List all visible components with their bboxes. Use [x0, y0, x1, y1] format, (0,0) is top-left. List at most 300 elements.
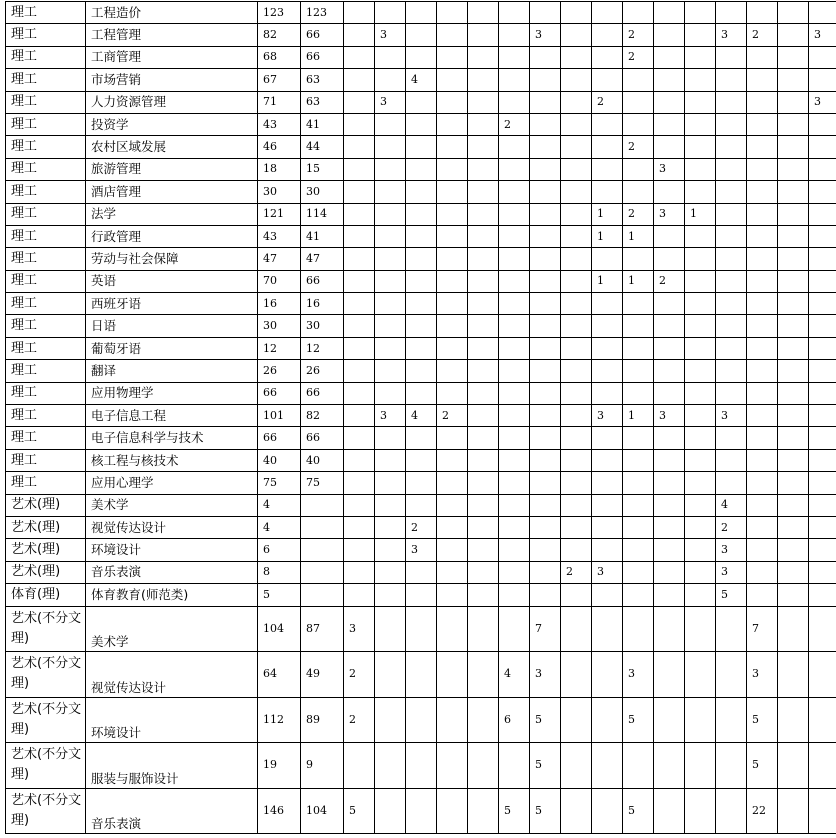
- value-cell: [406, 181, 437, 203]
- value-cell: 1: [592, 203, 623, 225]
- value-cell: [654, 472, 685, 494]
- value-cell: [406, 382, 437, 404]
- value-cell: [654, 652, 685, 698]
- major-cell: 视觉传达设计: [86, 652, 258, 698]
- value-cell: [685, 158, 716, 180]
- value-cell: [375, 449, 406, 471]
- value-cell: [499, 606, 530, 652]
- value-cell: [530, 181, 561, 203]
- value-cell: [778, 113, 809, 135]
- value-cell: [778, 2, 809, 24]
- value-cell: [375, 136, 406, 158]
- major-cell: 人力资源管理: [86, 91, 258, 113]
- value-cell: [809, 248, 836, 270]
- value-cell: [561, 472, 592, 494]
- value-cell: [747, 69, 778, 91]
- value-cell: [406, 225, 437, 247]
- value-cell: [344, 113, 375, 135]
- value-cell: 3: [406, 539, 437, 561]
- value-cell: [530, 203, 561, 225]
- table-row: [6, 181, 836, 203]
- value-cell: [592, 382, 623, 404]
- value-cell: 123: [301, 2, 344, 24]
- value-cell: 47: [258, 248, 301, 270]
- value-cell: [406, 697, 437, 743]
- value-cell: 22: [747, 788, 778, 834]
- value-cell: [809, 427, 836, 449]
- value-cell: [685, 69, 716, 91]
- value-cell: [778, 158, 809, 180]
- value-cell: [499, 248, 530, 270]
- value-cell: [623, 158, 654, 180]
- value-cell: [375, 606, 406, 652]
- value-cell: [437, 225, 468, 247]
- value-cell: 4: [499, 652, 530, 698]
- value-cell: 46: [258, 136, 301, 158]
- value-cell: [344, 69, 375, 91]
- value-cell: 12: [258, 337, 301, 359]
- value-cell: [499, 405, 530, 427]
- value-cell: 2: [437, 405, 468, 427]
- value-cell: [716, 91, 747, 113]
- value-cell: [344, 203, 375, 225]
- value-cell: [499, 2, 530, 24]
- value-cell: [375, 788, 406, 834]
- value-cell: 43: [258, 225, 301, 247]
- value-cell: [747, 584, 778, 606]
- value-cell: [468, 181, 499, 203]
- value-cell: [406, 427, 437, 449]
- major-cell: 环境设计: [86, 697, 258, 743]
- value-cell: [778, 248, 809, 270]
- value-cell: [344, 315, 375, 337]
- major-cell: 服装与服饰设计: [86, 743, 258, 789]
- value-cell: [437, 270, 468, 292]
- value-cell: [778, 494, 809, 516]
- value-cell: [623, 2, 654, 24]
- value-cell: 30: [258, 315, 301, 337]
- major-cell: 工程造价: [86, 2, 258, 24]
- value-cell: [406, 113, 437, 135]
- value-cell: [301, 494, 344, 516]
- value-cell: 3: [375, 91, 406, 113]
- value-cell: 30: [258, 181, 301, 203]
- value-cell: 89: [301, 697, 344, 743]
- value-cell: [809, 449, 836, 471]
- value-cell: [685, 113, 716, 135]
- value-cell: [654, 293, 685, 315]
- value-cell: [406, 293, 437, 315]
- category-cell: 理工: [6, 225, 86, 247]
- major-cell: 市场营销: [86, 69, 258, 91]
- value-cell: 3: [592, 561, 623, 583]
- value-cell: [716, 606, 747, 652]
- value-cell: [468, 225, 499, 247]
- value-cell: [468, 136, 499, 158]
- value-cell: 5: [530, 743, 561, 789]
- value-cell: [344, 24, 375, 46]
- value-cell: [716, 697, 747, 743]
- table-row: [6, 697, 836, 743]
- value-cell: [561, 697, 592, 743]
- value-cell: 15: [301, 158, 344, 180]
- value-cell: [468, 743, 499, 789]
- category-cell: 理工: [6, 46, 86, 68]
- value-cell: 63: [301, 69, 344, 91]
- major-cell: 翻译: [86, 360, 258, 382]
- value-cell: 3: [375, 24, 406, 46]
- value-cell: [468, 788, 499, 834]
- category-cell: 理工: [6, 158, 86, 180]
- category-cell: 理工: [6, 24, 86, 46]
- value-cell: 71: [258, 91, 301, 113]
- value-cell: [468, 2, 499, 24]
- table-row: [6, 293, 836, 315]
- value-cell: 1: [623, 225, 654, 247]
- value-cell: [778, 69, 809, 91]
- value-cell: [468, 203, 499, 225]
- value-cell: [592, 743, 623, 789]
- table-row: [6, 584, 836, 606]
- value-cell: [623, 315, 654, 337]
- value-cell: 40: [301, 449, 344, 471]
- value-cell: [406, 24, 437, 46]
- value-cell: [437, 606, 468, 652]
- category-cell: 理工: [6, 2, 86, 24]
- table-row: [6, 337, 836, 359]
- value-cell: [437, 91, 468, 113]
- value-cell: [654, 788, 685, 834]
- value-cell: [654, 46, 685, 68]
- value-cell: [561, 494, 592, 516]
- value-cell: [716, 472, 747, 494]
- value-cell: [685, 24, 716, 46]
- value-cell: 47: [301, 248, 344, 270]
- value-cell: [623, 606, 654, 652]
- value-cell: 1: [623, 270, 654, 292]
- value-cell: 146: [258, 788, 301, 834]
- value-cell: [437, 315, 468, 337]
- value-cell: [809, 584, 836, 606]
- value-cell: [716, 382, 747, 404]
- value-cell: [561, 46, 592, 68]
- value-cell: [747, 427, 778, 449]
- value-cell: [592, 427, 623, 449]
- value-cell: [437, 788, 468, 834]
- value-cell: [406, 337, 437, 359]
- value-cell: [809, 225, 836, 247]
- value-cell: [344, 561, 375, 583]
- major-cell: 美术学: [86, 606, 258, 652]
- major-cell: 美术学: [86, 494, 258, 516]
- value-cell: [685, 315, 716, 337]
- table-row: [6, 136, 836, 158]
- table-row: [6, 382, 836, 404]
- table-row: [6, 270, 836, 292]
- value-cell: [468, 315, 499, 337]
- value-cell: [778, 743, 809, 789]
- major-cell: 核工程与核技术: [86, 449, 258, 471]
- category-cell: 理工: [6, 337, 86, 359]
- value-cell: [561, 584, 592, 606]
- value-cell: [654, 697, 685, 743]
- value-cell: [344, 91, 375, 113]
- value-cell: [561, 91, 592, 113]
- value-cell: [747, 494, 778, 516]
- value-cell: [747, 382, 778, 404]
- value-cell: 121: [258, 203, 301, 225]
- category-cell: 艺术(理): [6, 516, 86, 538]
- value-cell: 75: [258, 472, 301, 494]
- value-cell: [778, 382, 809, 404]
- value-cell: [406, 248, 437, 270]
- value-cell: [592, 337, 623, 359]
- value-cell: 66: [301, 24, 344, 46]
- value-cell: [561, 2, 592, 24]
- value-cell: 30: [301, 315, 344, 337]
- value-cell: [747, 181, 778, 203]
- value-cell: 4: [258, 516, 301, 538]
- value-cell: [468, 46, 499, 68]
- value-cell: [809, 158, 836, 180]
- table-row: [6, 405, 836, 427]
- value-cell: [468, 516, 499, 538]
- value-cell: [778, 136, 809, 158]
- value-cell: [468, 293, 499, 315]
- major-cell: 工商管理: [86, 46, 258, 68]
- value-cell: [406, 561, 437, 583]
- value-cell: [530, 382, 561, 404]
- value-cell: [592, 248, 623, 270]
- table-row: [6, 449, 836, 471]
- value-cell: [499, 24, 530, 46]
- table-row: [6, 46, 836, 68]
- value-cell: [499, 382, 530, 404]
- value-cell: [406, 2, 437, 24]
- category-cell: 理工: [6, 449, 86, 471]
- value-cell: [530, 561, 561, 583]
- value-cell: [530, 584, 561, 606]
- value-cell: [716, 225, 747, 247]
- value-cell: [301, 516, 344, 538]
- value-cell: [623, 337, 654, 359]
- value-cell: 5: [747, 743, 778, 789]
- value-cell: 3: [375, 405, 406, 427]
- value-cell: 123: [258, 2, 301, 24]
- value-cell: [778, 449, 809, 471]
- value-cell: [561, 270, 592, 292]
- value-cell: [654, 743, 685, 789]
- value-cell: [809, 181, 836, 203]
- value-cell: [623, 472, 654, 494]
- value-cell: [344, 494, 375, 516]
- category-cell: 理工: [6, 136, 86, 158]
- table-row: [6, 472, 836, 494]
- value-cell: [654, 360, 685, 382]
- value-cell: [499, 516, 530, 538]
- value-cell: [375, 225, 406, 247]
- value-cell: [685, 494, 716, 516]
- value-cell: [809, 516, 836, 538]
- value-cell: [654, 315, 685, 337]
- category-cell: 理工: [6, 270, 86, 292]
- major-cell: 体育教育(师范类): [86, 584, 258, 606]
- value-cell: [561, 315, 592, 337]
- value-cell: [747, 158, 778, 180]
- table-row: [6, 360, 836, 382]
- major-cell: 应用物理学: [86, 382, 258, 404]
- value-cell: [685, 561, 716, 583]
- value-cell: [809, 788, 836, 834]
- value-cell: [468, 494, 499, 516]
- value-cell: [375, 113, 406, 135]
- value-cell: 68: [258, 46, 301, 68]
- value-cell: [778, 516, 809, 538]
- value-cell: [778, 405, 809, 427]
- value-cell: [809, 337, 836, 359]
- value-cell: 4: [258, 494, 301, 516]
- value-cell: [344, 2, 375, 24]
- value-cell: [344, 181, 375, 203]
- value-cell: [778, 337, 809, 359]
- value-cell: [499, 360, 530, 382]
- category-cell: 理工: [6, 472, 86, 494]
- value-cell: [685, 293, 716, 315]
- value-cell: [406, 652, 437, 698]
- value-cell: [623, 561, 654, 583]
- value-cell: [406, 46, 437, 68]
- value-cell: [437, 652, 468, 698]
- value-cell: [623, 91, 654, 113]
- value-cell: [375, 584, 406, 606]
- value-cell: [561, 293, 592, 315]
- value-cell: [561, 69, 592, 91]
- value-cell: [685, 46, 716, 68]
- value-cell: [375, 248, 406, 270]
- value-cell: [592, 697, 623, 743]
- value-cell: [406, 315, 437, 337]
- value-cell: [499, 472, 530, 494]
- value-cell: [344, 158, 375, 180]
- value-cell: [530, 449, 561, 471]
- value-cell: [437, 69, 468, 91]
- value-cell: [592, 652, 623, 698]
- value-cell: [301, 584, 344, 606]
- value-cell: [375, 337, 406, 359]
- value-cell: [654, 248, 685, 270]
- value-cell: 3: [809, 24, 836, 46]
- value-cell: [654, 69, 685, 91]
- value-cell: [716, 158, 747, 180]
- value-cell: 66: [301, 46, 344, 68]
- value-cell: [592, 788, 623, 834]
- value-cell: [499, 270, 530, 292]
- value-cell: 2: [344, 697, 375, 743]
- value-cell: [778, 203, 809, 225]
- value-cell: [747, 449, 778, 471]
- value-cell: [437, 360, 468, 382]
- value-cell: [561, 203, 592, 225]
- value-cell: [530, 539, 561, 561]
- value-cell: [809, 113, 836, 135]
- major-cell: 劳动与社会保障: [86, 248, 258, 270]
- value-cell: 87: [301, 606, 344, 652]
- value-cell: [778, 225, 809, 247]
- value-cell: [778, 584, 809, 606]
- value-cell: [809, 69, 836, 91]
- value-cell: [499, 158, 530, 180]
- value-cell: [809, 293, 836, 315]
- value-cell: [406, 743, 437, 789]
- value-cell: [778, 315, 809, 337]
- value-cell: [685, 584, 716, 606]
- value-cell: [301, 561, 344, 583]
- value-cell: 5: [623, 697, 654, 743]
- value-cell: [437, 472, 468, 494]
- value-cell: [809, 697, 836, 743]
- value-cell: 66: [258, 427, 301, 449]
- table-row: [6, 516, 836, 538]
- value-cell: [592, 181, 623, 203]
- value-cell: [468, 449, 499, 471]
- value-cell: [716, 337, 747, 359]
- value-cell: [747, 561, 778, 583]
- category-cell: 艺术(理): [6, 561, 86, 583]
- value-cell: [530, 315, 561, 337]
- value-cell: [623, 449, 654, 471]
- table-row: [6, 24, 836, 46]
- major-cell: 行政管理: [86, 225, 258, 247]
- value-cell: 41: [301, 225, 344, 247]
- value-cell: [809, 405, 836, 427]
- value-cell: [623, 584, 654, 606]
- value-cell: [778, 24, 809, 46]
- category-cell: 理工: [6, 248, 86, 270]
- value-cell: [592, 136, 623, 158]
- value-cell: [685, 2, 716, 24]
- category-cell: 理工: [6, 203, 86, 225]
- value-cell: [530, 270, 561, 292]
- value-cell: 2: [654, 270, 685, 292]
- value-cell: [716, 136, 747, 158]
- value-cell: [499, 427, 530, 449]
- value-cell: [468, 697, 499, 743]
- value-cell: [499, 69, 530, 91]
- value-cell: [406, 360, 437, 382]
- value-cell: [499, 337, 530, 359]
- value-cell: [468, 427, 499, 449]
- value-cell: [344, 136, 375, 158]
- value-cell: [809, 743, 836, 789]
- value-cell: 2: [592, 91, 623, 113]
- value-cell: 9: [301, 743, 344, 789]
- value-cell: [592, 494, 623, 516]
- value-cell: [685, 337, 716, 359]
- value-cell: 44: [301, 136, 344, 158]
- table-row: [6, 494, 836, 516]
- value-cell: [375, 203, 406, 225]
- major-cell: 法学: [86, 203, 258, 225]
- value-cell: 2: [623, 46, 654, 68]
- value-cell: [437, 449, 468, 471]
- value-cell: [468, 606, 499, 652]
- category-cell: 理工: [6, 360, 86, 382]
- value-cell: [530, 91, 561, 113]
- value-cell: [623, 516, 654, 538]
- value-cell: [437, 539, 468, 561]
- value-cell: [623, 427, 654, 449]
- value-cell: [592, 24, 623, 46]
